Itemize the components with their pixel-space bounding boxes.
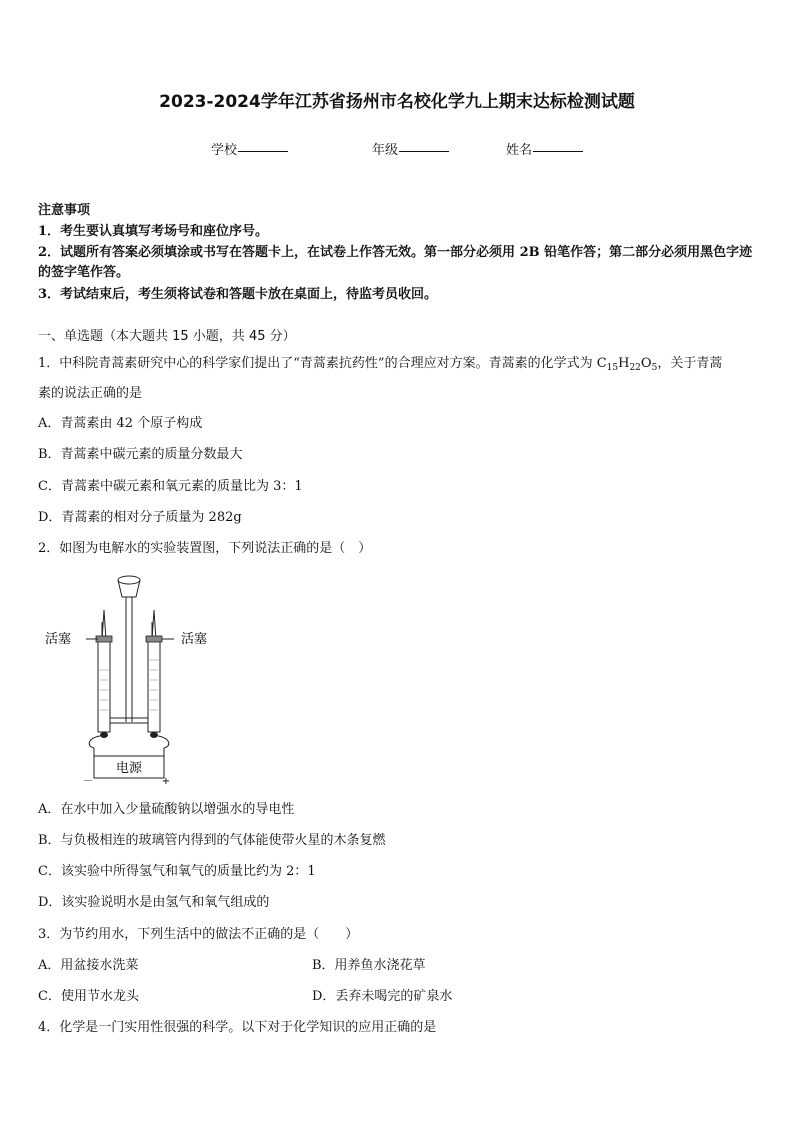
q1-stem-line2: 素的说法正确的是 (38, 386, 143, 401)
page-title: 2023-2024学年江苏省扬州市名校化学九上期末达标检测试题 (159, 92, 635, 112)
q3-option-c[interactable]: C．使用节水龙头 (38, 989, 139, 1004)
grade-label: 年级 (372, 143, 399, 158)
name-blank[interactable] (533, 151, 583, 152)
q3-stem: 3．为节约用水，下列生活中的做法不正确的是（ ） (38, 927, 359, 942)
school-blank[interactable] (238, 151, 288, 152)
q3-option-d[interactable]: D．丢弃未喝完的矿泉水 (312, 989, 453, 1004)
q4-stem: 4．化学是一门实用性很强的科学。以下对于化学知识的应用正确的是 (38, 1020, 437, 1035)
q1-h: H (618, 356, 630, 371)
grade-field[interactable] (372, 139, 449, 158)
notice-item-3: 3．考试结束后，考生须将试卷和答题卡放在桌面上，待监考员收回。 (38, 287, 438, 302)
notice-heading: 注意事项 (38, 203, 91, 218)
q1-option-c[interactable]: C．青蒿素中碳元素和氧元素的质量比为 3：1 (38, 479, 303, 494)
minus-sign: － (83, 776, 93, 787)
right-stopcock-label: 活塞 (180, 632, 208, 647)
grade-blank[interactable] (399, 151, 449, 152)
q1-option-d[interactable]: D．青蒿素的相对分子质量为 282g (38, 510, 242, 525)
q2-option-a[interactable]: A．在水中加入少量硫酸钠以增强水的导电性 (38, 802, 295, 817)
name-field[interactable] (506, 139, 583, 158)
school-field[interactable] (211, 139, 288, 158)
q1-option-a[interactable]: A．青蒿素由 42 个原子构成 (38, 416, 203, 431)
q1-stem-tail: ，关于青蒿 (657, 356, 723, 371)
q3-option-b[interactable]: B．用养鱼水浇花草 (312, 958, 426, 973)
electrolysis-apparatus-figure (36, 570, 236, 790)
q1-sub-5: 5 (651, 363, 658, 373)
q1-sub-15: 15 (606, 363, 619, 373)
school-label: 学校 (211, 143, 238, 158)
section-heading: 一、单选题（本大题共 15 小题，共 45 分） (38, 329, 296, 344)
notice-item-1: 1．考生要认真填写考场号和座位序号。 (38, 224, 269, 239)
q2-option-d[interactable]: D．该实验说明水是由氢气和氧气组成的 (38, 895, 270, 910)
q2-stem: 2．如图为电解水的实验装置图，下列说法正确的是（ ） (38, 541, 372, 556)
left-stopcock-label: 活塞 (44, 632, 72, 647)
name-label: 姓名 (506, 143, 533, 158)
q1-o: O (640, 356, 652, 371)
q1-stem-text: 1．中科院青蒿素研究中心的科学家们提出了“青蒿素抗药性”的合理应对方案。青蒿素的化学式为 C (38, 356, 607, 371)
q2-option-c[interactable]: C．该实验中所得氢气和氧气的质量比约为 2：1 (38, 864, 316, 879)
q3-option-a[interactable]: A．用盆接水洗菜 (38, 958, 139, 973)
notice-item-2: 2．试题所有答案必须填涂或书写在答题卡上，在试卷上作答无效。第一部分必须用 2B 铅笔作答；第二部分必须用黑色字迹的签字笔作答。 (38, 245, 753, 280)
plus-sign: + (161, 776, 171, 787)
power-label: 电源 (115, 761, 143, 776)
q2-option-b[interactable]: B．与负极相连的玻璃管内得到的气体能使带火星的木条复燃 (38, 833, 386, 848)
q1-sub-22: 22 (629, 363, 641, 373)
q1-option-b[interactable]: B．青蒿素中碳元素的质量分数最大 (38, 447, 243, 462)
q1-stem (38, 354, 722, 374)
